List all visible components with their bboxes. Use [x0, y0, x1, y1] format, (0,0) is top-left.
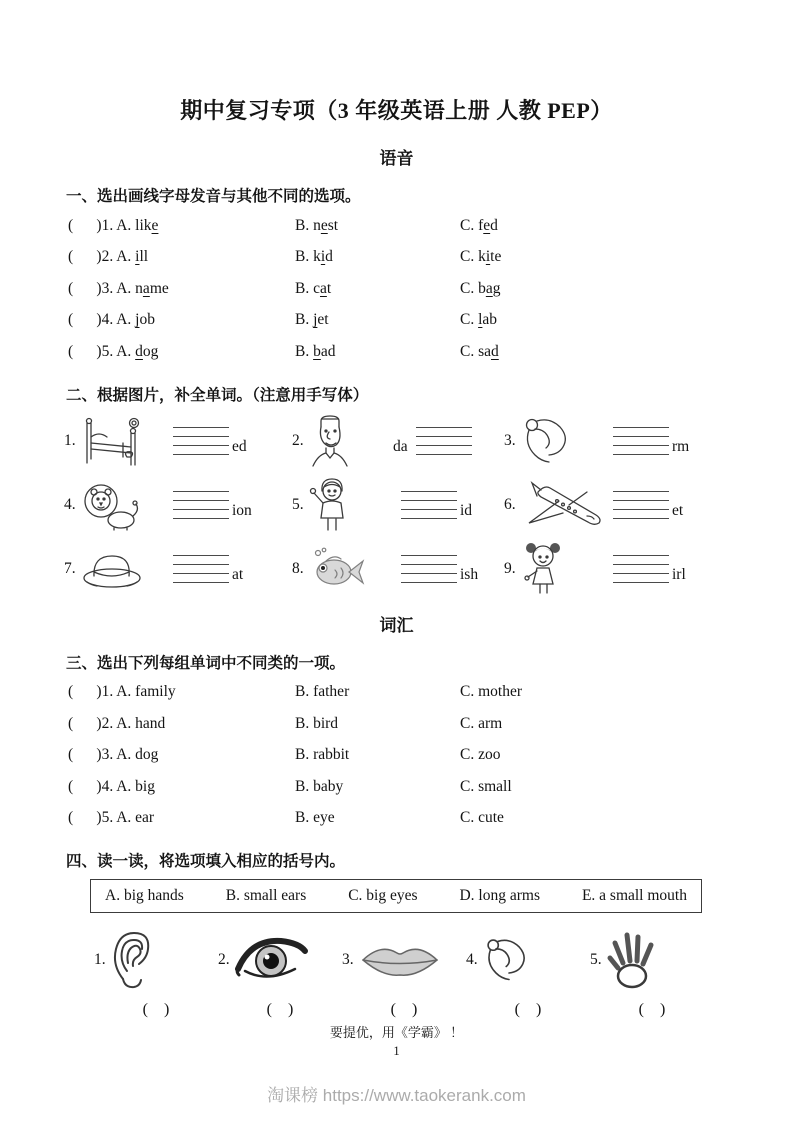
writing-lines [613, 555, 669, 583]
writing-lines [173, 427, 229, 455]
option-e: E. a small mouth [581, 887, 687, 904]
word-item-6: 6. et [504, 473, 793, 537]
body-parts-row [94, 929, 793, 991]
option-c: C. bag [460, 279, 501, 297]
answer-bracket: ( )5. [68, 342, 117, 360]
option-a: ( )2. A. ill [68, 248, 149, 266]
writing-lines [613, 427, 669, 455]
word-item-5: 5. id [292, 473, 504, 537]
writing-lines [173, 555, 229, 583]
mouth-icon [359, 940, 441, 980]
option-word: sad [478, 342, 499, 360]
word-item-3: 3. rm [504, 409, 793, 473]
option-word: ill [135, 248, 149, 266]
option-c: C. cute [460, 809, 504, 827]
option-word: kite [478, 248, 502, 266]
watermark: 淘课榜 https://www.taokerank.com [267, 1086, 526, 1105]
option-a: ( )4. A. big [68, 777, 155, 795]
option-b: B. eye [295, 809, 335, 827]
option-word: job [135, 311, 155, 329]
phonics-row-1 [68, 210, 793, 242]
hand-icon [607, 930, 657, 990]
section1-heading: 一、选出画线字母发音与其他不同的选项。 [66, 188, 361, 205]
option-b: B. rabbit [295, 746, 350, 764]
kid-icon [309, 475, 355, 535]
answer-bracket: ( )3. [68, 279, 117, 297]
option-c: C. big eyes [348, 887, 418, 904]
answer-bracket: ( )2. [68, 714, 117, 732]
option-c: C. arm [460, 714, 503, 732]
option-c: C. mother [460, 683, 522, 701]
answer-bracket: ( ) [638, 1001, 666, 1018]
option-c: C. kite [460, 248, 502, 266]
option-a: ( )1. A. like [68, 216, 159, 234]
match-item-3: 3. [342, 940, 466, 980]
phonics-question-table [68, 210, 793, 368]
bed-icon [81, 415, 143, 467]
hat-icon [81, 548, 143, 590]
phonics-row-5 [68, 336, 793, 368]
phonics-row-4 [68, 305, 793, 337]
option-b: B. bird [295, 714, 339, 732]
phonetics-section-label: 语音 [379, 149, 414, 168]
option-c: C. sad [460, 342, 499, 360]
word-item-2: 2. da [292, 409, 504, 473]
vocab-question-table [68, 677, 793, 835]
option-word: jet [313, 311, 329, 329]
answer-bracket: ( )1. [68, 216, 117, 234]
option-word: name [135, 279, 169, 297]
match-item-4: 4. [466, 931, 590, 989]
word-item-4: 4. ion [64, 473, 292, 537]
answer-bracket: ( ) [390, 1001, 418, 1018]
section3-heading: 三、选出下列每组单词中不同类的一项。 [66, 654, 346, 672]
writing-lines [401, 555, 457, 583]
picture-word-grid [64, 409, 793, 601]
option-b: B. father [295, 683, 350, 701]
page-number: 1 [393, 1044, 400, 1058]
option-word: kid [313, 248, 333, 266]
word-item-7: 7. at [64, 537, 292, 601]
vocab-row-5 [68, 803, 793, 835]
answer-bracket: ( )1. [68, 683, 117, 701]
jet-icon [521, 481, 605, 529]
option-c: C. lab [460, 311, 498, 329]
option-word: dog [135, 342, 159, 360]
option-b: B. small ears [225, 887, 307, 904]
option-a: ( )1. A. family [68, 683, 176, 701]
option-a: ( )5. A. dog [68, 342, 159, 360]
vocab-row-4 [68, 771, 793, 803]
writing-lines [416, 427, 472, 455]
match-item-5: 5. [590, 930, 714, 990]
option-word: like [135, 216, 159, 234]
footer-note: 要提优，用《学霸》 ！ [329, 1025, 464, 1040]
option-c: C. small [460, 777, 512, 795]
word-item-8: 8. ish [292, 537, 504, 601]
option-b: B. baby [295, 777, 344, 795]
answer-bracket: ( )3. [68, 746, 117, 764]
option-word: lab [478, 311, 498, 329]
match-item-1: 1. [94, 929, 218, 991]
phonics-row-2 [68, 242, 793, 274]
answer-brackets-row [94, 1001, 793, 1019]
writing-lines [401, 491, 457, 519]
eye-icon [235, 933, 309, 987]
arm-icon [483, 931, 535, 989]
option-word: nest [313, 216, 339, 234]
answer-bracket: ( )2. [68, 248, 117, 266]
girl-icon [521, 540, 565, 598]
option-c: C. fed [460, 216, 498, 234]
writing-lines [613, 491, 669, 519]
ear-icon [111, 929, 157, 991]
dad-icon [309, 412, 351, 470]
option-b: B. nest [295, 216, 339, 234]
answer-bracket: ( )4. [68, 311, 117, 329]
match-item-2: 2. [218, 933, 342, 987]
vocab-row-1 [68, 677, 793, 709]
answer-bracket: ( ) [266, 1001, 294, 1018]
option-b: B. jet [295, 311, 329, 329]
option-word: fed [478, 216, 498, 234]
fish-icon [309, 546, 365, 592]
answer-bracket: ( )5. [68, 809, 117, 827]
option-b: B. bad [295, 342, 336, 360]
answer-bracket: ( )4. [68, 777, 117, 795]
page-footer [0, 1022, 793, 1106]
vocab-section-label: 词汇 [379, 615, 414, 635]
vocab-row-3 [68, 740, 793, 772]
section2-heading: 二、根据图片，补全单词。（注意用手写体） [66, 386, 369, 404]
answer-bracket: ( ) [514, 1001, 542, 1018]
options-box [90, 879, 702, 913]
option-a: ( )3. A. name [68, 279, 169, 297]
lion-icon [81, 479, 139, 531]
arm-icon [521, 415, 577, 467]
word-item-1: 1. ed [64, 409, 292, 473]
option-word: bad [313, 342, 336, 360]
option-a: A. big hands [105, 887, 184, 904]
option-word: cat [313, 279, 332, 297]
word-item-9: 9. irl [504, 537, 793, 601]
option-a: ( )2. A. hand [68, 714, 166, 732]
option-d: D. long arms [459, 887, 540, 904]
page-title: 期中复习专项（3 年级英语上册 人教 PEP） [180, 98, 613, 123]
answer-bracket: ( ) [142, 1001, 170, 1018]
option-b: B. kid [295, 248, 333, 266]
option-a: ( )5. A. ear [68, 809, 155, 827]
vocab-row-2 [68, 708, 793, 740]
writing-lines [173, 491, 229, 519]
section4-heading: 四、读一读，将选项填入相应的括号内。 [66, 853, 346, 870]
option-c: C. zoo [460, 746, 501, 764]
phonics-row-3 [68, 273, 793, 305]
option-a: ( )3. A. dog [68, 746, 159, 764]
option-word: bag [478, 279, 501, 297]
option-a: ( )4. A. job [68, 311, 155, 329]
option-b: B. cat [295, 279, 332, 297]
